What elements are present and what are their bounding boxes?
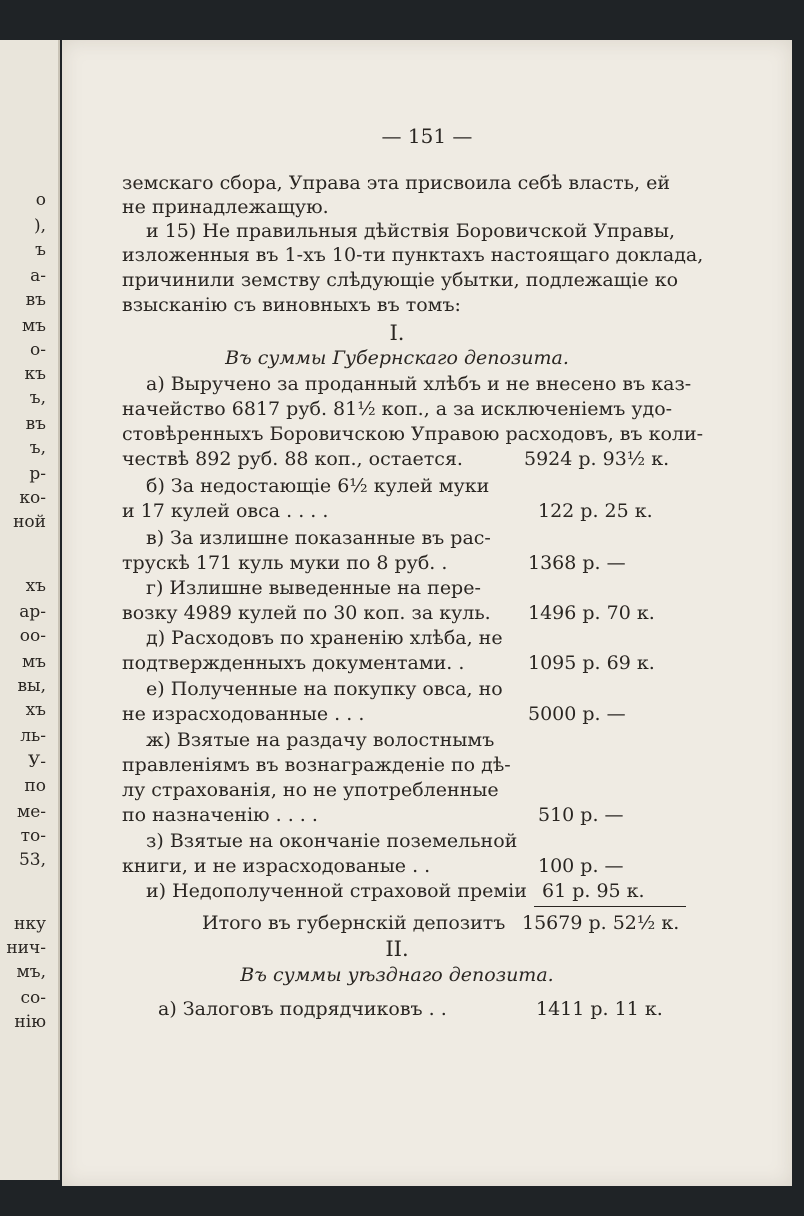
left-page-fragment: р- — [29, 464, 46, 484]
item-text: подтвержденныхъ документами. . — [122, 652, 465, 674]
left-page-fragment: въ — [25, 290, 46, 310]
amount: 122 р. 25 к. — [538, 500, 653, 522]
item-text: чествѣ 892 руб. 88 коп., остается. — [122, 448, 463, 470]
left-page-fragment: ъ, — [29, 438, 46, 458]
item-text: в) За излишне показанные въ рас- — [146, 527, 491, 549]
paragraph-line: изложенныя въ 1-хъ 10-ти пунктахъ настоящаго доклада, — [122, 244, 704, 266]
left-page-fragment: по — [24, 776, 46, 796]
left-page-fragment: хъ — [25, 700, 46, 720]
left-page-edge — [0, 40, 60, 1180]
left-page-fragment: ме- — [16, 802, 46, 822]
left-page-fragment: ар- — [19, 602, 46, 622]
item-text: б) За недостающіе 6½ кулей муки — [146, 475, 490, 497]
left-page-fragment: нку — [14, 914, 46, 934]
left-page-fragment: ъ, — [29, 388, 46, 408]
amount: 1095 р. 69 к. — [528, 652, 655, 674]
item-text: з) Взятые на окончаніе поземельной — [146, 830, 518, 852]
section-numeral: I. — [389, 321, 405, 345]
left-page-fragment: то- — [20, 826, 46, 846]
left-page-fragment: ), — [33, 216, 46, 236]
total-label: Итого въ губернскій депозитъ — [202, 912, 506, 934]
left-page-fragment: ко- — [19, 488, 46, 508]
left-page-fragment: вы, — [17, 676, 46, 696]
item-text: е) Полученные на покупку овса, но — [146, 678, 503, 700]
item-text: и) Недополученной страховой преміи — [146, 880, 527, 902]
item-text: возку 4989 кулей по 30 коп. за куль. — [122, 602, 491, 624]
item-text: ж) Взятые на раздачу волостнымъ — [146, 729, 495, 751]
left-page-fragment: 53, — [18, 850, 46, 870]
amount: 1496 р. 70 к. — [528, 602, 655, 624]
amount: 100 р. — — [538, 855, 624, 877]
left-page-fragment: въ — [25, 414, 46, 434]
left-page-fragment: а- — [30, 266, 46, 286]
left-page-fragment: ной — [13, 512, 46, 532]
left-page-fragment: мъ — [21, 316, 46, 336]
amount: 1368 р. — — [528, 552, 626, 574]
paragraph-line: причинили земству слѣдующіе убытки, подлежащіе ко — [122, 269, 679, 291]
document-page — [62, 40, 792, 1186]
left-page-fragment: о — [35, 190, 46, 210]
amount: 1411 р. 11 к. — [536, 998, 663, 1020]
total-amount: 15679 р. 52½ к. — [522, 912, 680, 934]
section-numeral: II. — [385, 937, 409, 961]
left-page-fragment: мъ, — [16, 962, 46, 982]
left-page-fragment: хъ — [25, 576, 46, 596]
item-text: а) Залоговъ подрядчиковъ . . — [158, 998, 447, 1020]
left-page-fragment: мъ — [21, 652, 46, 672]
left-page-fragment: оо- — [19, 626, 46, 646]
section-heading: Въ суммы Губернскаго депозита. — [225, 347, 569, 369]
left-page-fragment: къ — [24, 364, 46, 384]
paragraph-line: земскаго сбора, Управа эта присвоила себѣ власть, ей — [122, 172, 670, 194]
left-page-fragment: со- — [20, 988, 46, 1008]
item-text: и 17 кулей овса . . . . — [122, 500, 329, 522]
item-text: не израсходованные . . . — [122, 703, 365, 725]
item-text: лу страхованія, но не употребленные — [122, 779, 499, 801]
page-number: — 151 — — [381, 124, 473, 148]
amount: 5924 р. 93½ к. — [524, 448, 670, 470]
item-text: стовѣренныхъ Боровичскою Управою расходовъ, въ коли- — [122, 423, 704, 445]
item-text: по назначенію . . . . — [122, 804, 318, 826]
left-page-fragment: нич- — [6, 938, 46, 958]
paragraph-line: не принадлежащую. — [122, 196, 329, 218]
item-text: трускѣ 171 куль муки по 8 руб. . — [122, 552, 448, 574]
left-page-fragment: У- — [27, 752, 46, 772]
amount: 510 р. — — [538, 804, 624, 826]
left-page-fragment: нію — [14, 1012, 46, 1032]
section-heading: Въ суммы уѣзднаго депозита. — [240, 964, 554, 986]
total-rule — [534, 906, 686, 907]
item-text: г) Излишне выведенные на пере- — [146, 577, 481, 599]
item-text: д) Расходовъ по храненію хлѣба, не — [146, 627, 503, 649]
left-page-fragment: ль- — [20, 726, 46, 746]
item-text: начейство 6817 руб. 81½ коп., а за исключеніемъ удо- — [122, 398, 673, 420]
amount: 61 р. 95 к. — [542, 880, 645, 902]
left-page-fragment: ъ — [35, 240, 46, 260]
item-text: правленіямъ въ вознагражденіе по дѣ- — [122, 754, 511, 776]
paragraph-line: и 15) Не правильныя дѣйствія Боровичской Управы, — [146, 220, 676, 242]
paragraph-line: взысканію съ виновныхъ въ томъ: — [122, 294, 461, 316]
left-page-fragment: о- — [30, 340, 46, 360]
amount: 5000 р. — — [528, 703, 626, 725]
item-text: книги, и не израсходованые . . — [122, 855, 431, 877]
item-text: а) Выручено за проданный хлѣбъ и не внесено въ каз- — [146, 373, 692, 395]
